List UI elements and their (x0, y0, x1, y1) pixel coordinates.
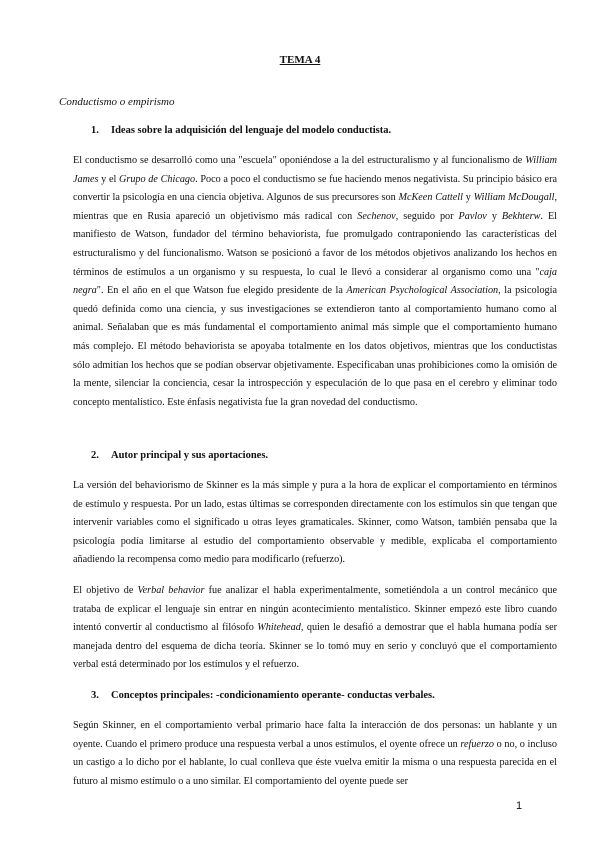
section-heading-3 (91, 690, 435, 701)
paragraph-1: El conductismo se desarrolló como una "escuela" oponiéndose a la del estructuralismo y al funcionalismo de William James y el Grupo de Chicago. Poco a poco el conductismo se fue haciendo menos negativista. Su principio básico era convertir la psicología en una ciencia objetiva. Algunos de sus precursores son McKeen Cattell y William McDougall, mientras que en Rusia apareció un objetivismo más radical con Sechenov, seguido por Pavlov y Bekhterw. El manifiesto de Watson, fundador del término behaviorista, fue promulgado contraponiendo las características del estructuralismo y del funcionalismo. Watson se posicionó a favor de los métodos objetivos analizando los hechos en términos de estímulos a un organismo y su respuesta, lo cual le llevó a considerar al organismo como una "caja negra". En el año en el que Watson fue elegido presidente de la American Psychological Association, la psicología quedó definida como una ciencia, y sus investigaciones se extendieron tanto al comportamiento humano como al animal. Señalaban que es más fundamental el comportamiento animal más simple que el comportamiento humano más complejo. El método behaviorista se apoyaba totalmente en los datos objetivos, mientras que los conductistas sólo admitían los hechos que se podían observar objetivamente. Especificaban unas prohibiciones como la omisión de la mente, silenciar la conciencia, cesar la introspección y especulación de lo que pasa en el cerebro y eliminar todo concepto mentalístico. Este énfasis negativista fue la gran novedad del conductismo. (73, 155, 558, 408)
section-number: 3. (91, 690, 99, 701)
section-heading-text: Conceptos principales: -condicionamiento operante- conductas verbales. (111, 690, 435, 701)
paragraph-3: El objetivo de Verbal behavior fue analizar el habla experimentalmente, sometiéndola a un control mecánico que trataba de explicar el lenguaje sin entrar en ningún acontecimiento mentalístico. Skinner empezó este libro cuando intentó convertir al conductismo al filósofo Whitehead, quien le desafió a demostrar que el habla humana podía ser manejada dentro del esquema de dicha teoría. Skinner se lo tomó muy en serio y concluyó que el comportamiento verbal está determinado por los estímulos y el refuerzo. (73, 585, 558, 671)
section-heading-text: Autor principal y sus aportaciones. (111, 450, 269, 461)
page-number: 1 (516, 800, 523, 812)
subtitle: Conductismo o empirismo (59, 96, 175, 108)
section-number: 2. (91, 450, 99, 461)
page-title: TEMA 4 (279, 54, 321, 66)
section-heading-text: Ideas sobre la adquisición del lenguaje del modelo conductista. (111, 125, 392, 136)
paragraph-4: Según Skinner, en el comportamiento verbal primario hace falta la interacción de dos personas: un hablante y un oyente. Cuando el primero produce una respuesta verbal a unos estímulos, el oyente ofrece un refuerzo o no, o incluso un castigo a lo dicho por el hablante, lo cual conlleva que éste vuelva emitir la misma o una respuesta parecida en el futuro al mismo estímulo o a uno similar. El comportamiento del oyente puede ser (73, 720, 557, 787)
section-heading-2 (91, 450, 268, 461)
section-number: 1. (91, 125, 99, 136)
section-heading-1 (91, 125, 391, 136)
paragraph-2: La versión del behaviorismo de Skinner es la más simple y pura a la hora de explicar el comportamiento en términos de estímulo y respuesta. Por un lado, estas últimas se corresponden directamente con los estímulos sin que tengan que intervenir variables como el significado u otras leyes gramaticales. Skinner, como Watson, también pensaba que la psicología podía limitarse al estudio del comportamiento observable y medible, explicaba el comportamiento añadiendo la recompensa como medio para modificarlo (refuerzo). (73, 480, 557, 566)
